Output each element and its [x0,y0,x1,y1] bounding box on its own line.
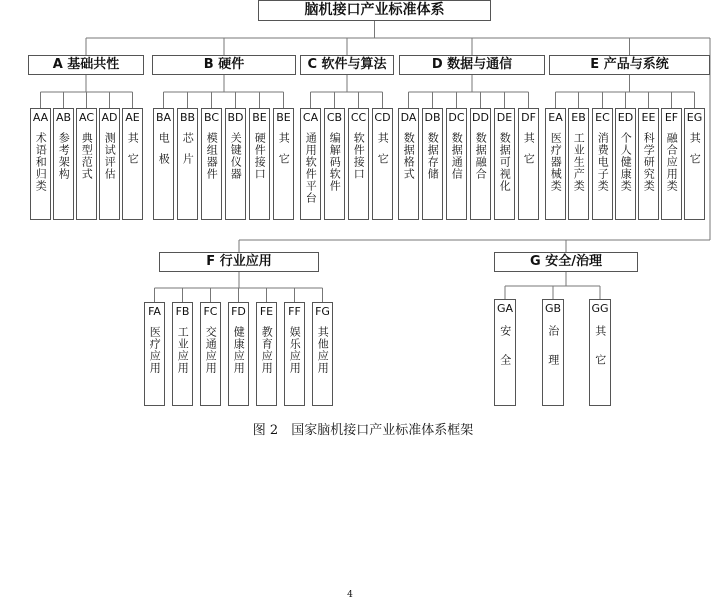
standard-leaf-box [638,108,659,220]
leaf-code: DE [496,111,513,124]
leaf-code: DB [424,111,441,124]
standard-leaf-box [324,108,345,220]
figure-caption: 图 2 国家脑机接口产业标准体系框架 [252,423,474,438]
leaf-name: 个人健康类 [619,132,633,192]
leaf-name: 医疗应用 [148,326,162,374]
standard-leaf-box [273,108,294,220]
leaf-name: 其它 [593,325,607,383]
leaf-code: BE [252,111,267,124]
standard-leaf-box [201,108,222,220]
leaf-code: FC [203,305,218,318]
standard-leaf-box [545,108,566,220]
leaf-name: 健康应用 [232,326,246,374]
standard-leaf-box [53,108,74,220]
leaf-name: 通用软件平台 [304,132,318,204]
standard-leaf-box [256,302,277,406]
leaf-name: 教育应用 [260,326,274,374]
leaf-name: 安全 [498,325,512,383]
standard-leaf-box [470,108,491,220]
leaf-code: BB [179,111,196,124]
category-box: B 硬件 [152,55,296,75]
leaf-code: EF [664,111,679,124]
leaf-name: 模组器件 [205,132,219,180]
leaf-name: 电极 [157,132,171,174]
leaf-name: 数据通信 [450,132,464,180]
leaf-code: ED [617,111,634,124]
standard-leaf-box [661,108,682,220]
standard-leaf-box [249,108,270,220]
leaf-code: FG [315,305,330,318]
leaf-code: EC [595,111,610,124]
leaf-name: 软件接口 [352,132,366,180]
leaf-code: EE [641,111,656,124]
leaf-code: GA [496,302,514,315]
leaf-code: BE [276,111,291,124]
standard-leaf-box [76,108,97,220]
standard-leaf-box [592,108,613,220]
standard-leaf-box [615,108,636,220]
standard-leaf-box [446,108,467,220]
leaf-name: 其它 [522,132,536,174]
leaf-name: 编解码软件 [328,132,342,192]
leaf-code: FB [175,305,190,318]
category-box: C 软件与算法 [300,55,394,75]
leaf-code: BC [203,111,220,124]
leaf-code: CC [350,111,367,124]
leaf-code: DF [521,111,536,124]
category-box: G 安全/治理 [494,252,638,272]
leaf-name: 关键仪器 [229,132,243,180]
category-box: D 数据与通信 [399,55,545,75]
leaf-code: AA [32,111,49,124]
leaf-code: DC [448,111,465,124]
standard-leaf-box [225,108,246,220]
leaf-code: CB [326,111,343,124]
leaf-name: 数据存储 [426,132,440,180]
leaf-code: AE [125,111,140,124]
leaf-name: 数据可视化 [498,132,512,192]
leaf-name: 数据格式 [402,132,416,180]
leaf-name: 交通应用 [204,326,218,374]
leaf-code: BD [227,111,244,124]
leaf-name: 其它 [126,132,140,174]
standard-leaf-box [300,108,321,220]
category-box: E 产品与系统 [549,55,710,75]
leaf-code: BA [155,111,172,124]
standard-leaf-box [398,108,419,220]
standard-leaf-box [144,302,165,406]
leaf-code: FA [148,305,161,318]
standard-leaf-box [200,302,221,406]
category-box: F 行业应用 [159,252,319,272]
leaf-name: 其它 [376,132,390,174]
leaf-code: FE [259,305,274,318]
leaf-code: AD [101,111,118,124]
leaf-code: EA [548,111,563,124]
leaf-code: EG [686,111,703,124]
standard-leaf-box [494,299,516,406]
leaf-name: 治理 [546,325,560,383]
standard-leaf-box [518,108,539,220]
leaf-name: 融合应用类 [665,132,679,192]
standard-leaf-box [422,108,443,220]
leaf-name: 其它 [688,132,702,174]
root-title-box: 脑机接口产业标准体系 [258,0,491,21]
page-number: 4 [347,590,353,600]
standard-leaf-box [348,108,369,220]
standard-leaf-box [228,302,249,406]
leaf-code: AB [55,111,72,124]
standard-leaf-box [30,108,51,220]
standard-leaf-box [172,302,193,406]
leaf-code: DA [400,111,417,124]
leaf-name: 参考架构 [57,132,71,180]
standard-leaf-box [494,108,515,220]
leaf-name: 工业应用 [176,326,190,374]
category-box: A 基础共性 [28,55,144,75]
standard-leaf-box [122,108,143,220]
leaf-name: 典型范式 [80,132,94,180]
leaf-name: 工业生产类 [572,132,586,192]
leaf-code: EB [571,111,586,124]
leaf-name: 医疗器械类 [549,132,563,192]
leaf-code: DD [472,111,489,124]
leaf-name: 科学研究类 [642,132,656,192]
standard-leaf-box [684,108,705,220]
leaf-name: 其他应用 [316,326,330,374]
leaf-name: 数据融合 [474,132,488,180]
standard-leaf-box [312,302,333,406]
standard-leaf-box [542,299,564,406]
standard-leaf-box [99,108,120,220]
leaf-name: 术语和归类 [34,132,48,192]
leaf-name: 测试评估 [103,132,117,180]
leaf-code: AC [78,111,94,124]
standard-leaf-box [568,108,589,220]
leaf-name: 其它 [277,132,291,174]
leaf-name: 消费电子类 [596,132,610,192]
leaf-code: GG [591,302,609,315]
leaf-code: CA [302,111,319,124]
standard-leaf-box [372,108,393,220]
leaf-code: CD [374,111,391,124]
leaf-code: FD [231,305,246,318]
standard-leaf-box [589,299,611,406]
standard-leaf-box [284,302,305,406]
standard-leaf-box [177,108,198,220]
leaf-code: GB [544,302,562,315]
leaf-name: 娱乐应用 [288,326,302,374]
leaf-code: FF [288,305,301,318]
leaf-name: 硬件接口 [253,132,267,180]
leaf-name: 芯片 [181,132,195,174]
standard-leaf-box [153,108,174,220]
